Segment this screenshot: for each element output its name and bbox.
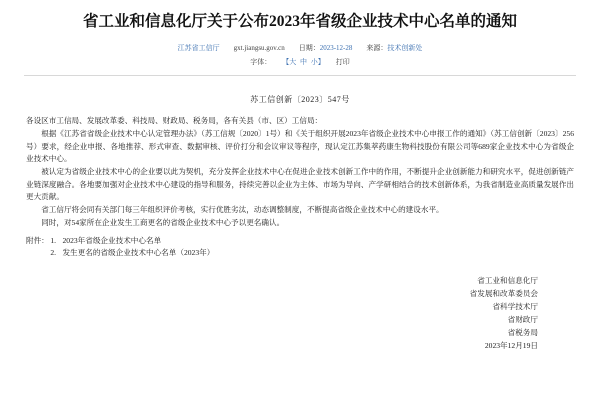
attachment-number-1: 1. bbox=[50, 235, 57, 245]
meta-source-name: 江苏省工信厅 bbox=[177, 44, 220, 53]
attachment-row-2 bbox=[50, 247, 574, 259]
signature-block bbox=[26, 275, 574, 352]
meta-date-value: 2023-12-28 bbox=[319, 44, 353, 53]
font-size-toolbar bbox=[0, 55, 600, 73]
attachments-label: 附件： bbox=[26, 235, 49, 245]
font-size-large-button[interactable]: 【大 bbox=[282, 58, 297, 67]
signature-line-4: 省财政厅 bbox=[507, 315, 538, 325]
attachment-row-1 bbox=[26, 235, 574, 247]
attachments-block bbox=[26, 235, 574, 260]
document-number: 苏工信创新〔2023〕547号 bbox=[250, 95, 350, 105]
font-size-small-button[interactable]: 小】 bbox=[310, 58, 325, 67]
print-button[interactable]: 打印 bbox=[335, 58, 350, 67]
document-body bbox=[0, 76, 600, 353]
signature-line-5: 省税务局 bbox=[507, 327, 538, 337]
font-size-options bbox=[281, 57, 326, 67]
body-paragraph-1: 根据《江苏省省级企业技术中心认定管理办法》（苏工信规〔2020〕1号）和《关于组织开展2023年省级企业技术中心申报工作的通知》（苏工信创新〔2023〕256号）要求，经企业申报、各地推荐、形式审查、数据审核、评价打分和会议审议等程序，现认定江苏集萃药康生物科技股份有限公司等689家企业技术中心为省级企业技术中心。 bbox=[26, 129, 574, 163]
attachment-number-2: 2. bbox=[50, 248, 57, 258]
signature-line-3: 省科学技术厅 bbox=[492, 302, 538, 312]
meta-date-label: 日期： bbox=[298, 44, 320, 53]
body-paragraph-3: 省工信厅将会同有关部门每三年组织评价考核，实行优胜劣汰，动态调整制度，不断提高省级企业技术中心的建设水平。 bbox=[41, 205, 444, 215]
document-meta-bar bbox=[0, 40, 600, 55]
signature-line-2: 省发展和改革委员会 bbox=[469, 289, 538, 299]
body-paragraph-4: 同时，对54家所在企业发生工商更名的省级企业技术中心予以更名确认。 bbox=[41, 218, 285, 228]
attachment-link-1[interactable]: 2023年省级企业技术中心名单 bbox=[62, 235, 162, 245]
signature-date: 2023年12月19日 bbox=[484, 340, 538, 350]
meta-site-url: gxt.jiangsu.gov.cn bbox=[233, 44, 285, 53]
font-size-medium-button[interactable]: 中 bbox=[300, 58, 307, 67]
page-title: 省工业和信息化厅关于公布2023年省级企业技术中心名单的通知 bbox=[82, 13, 517, 30]
signature-line-1: 省工业和信息化厅 bbox=[477, 276, 538, 286]
font-size-label: 字体： bbox=[250, 58, 272, 67]
attachment-link-2[interactable]: 发生更名的省级企业技术中心名单（2023年） bbox=[62, 248, 215, 258]
meta-date bbox=[299, 43, 353, 53]
meta-origin-value: 技术创新处 bbox=[387, 44, 423, 53]
meta-origin-label: 来源： bbox=[366, 44, 388, 53]
meta-origin bbox=[366, 43, 422, 53]
body-paragraph-2: 被认定为省级企业技术中心的企业要以此为契机，充分发挥企业技术中心在促进企业技术创新工作中的作用，不断提升企业创新能力和研究水平，促进创新链产业链深度融合。各地要加强对企业技术中心建设的指导和服务，持续完善以企业为主体、市场为导向、产学研相结合的技术创新体系，为我省制造业高质量发展作出更大贡献。 bbox=[26, 167, 574, 201]
recipients-line: 各设区市工信局、发展改革委、科技局、财政局、税务局，各有关县（市、区）工信局： bbox=[26, 116, 323, 126]
